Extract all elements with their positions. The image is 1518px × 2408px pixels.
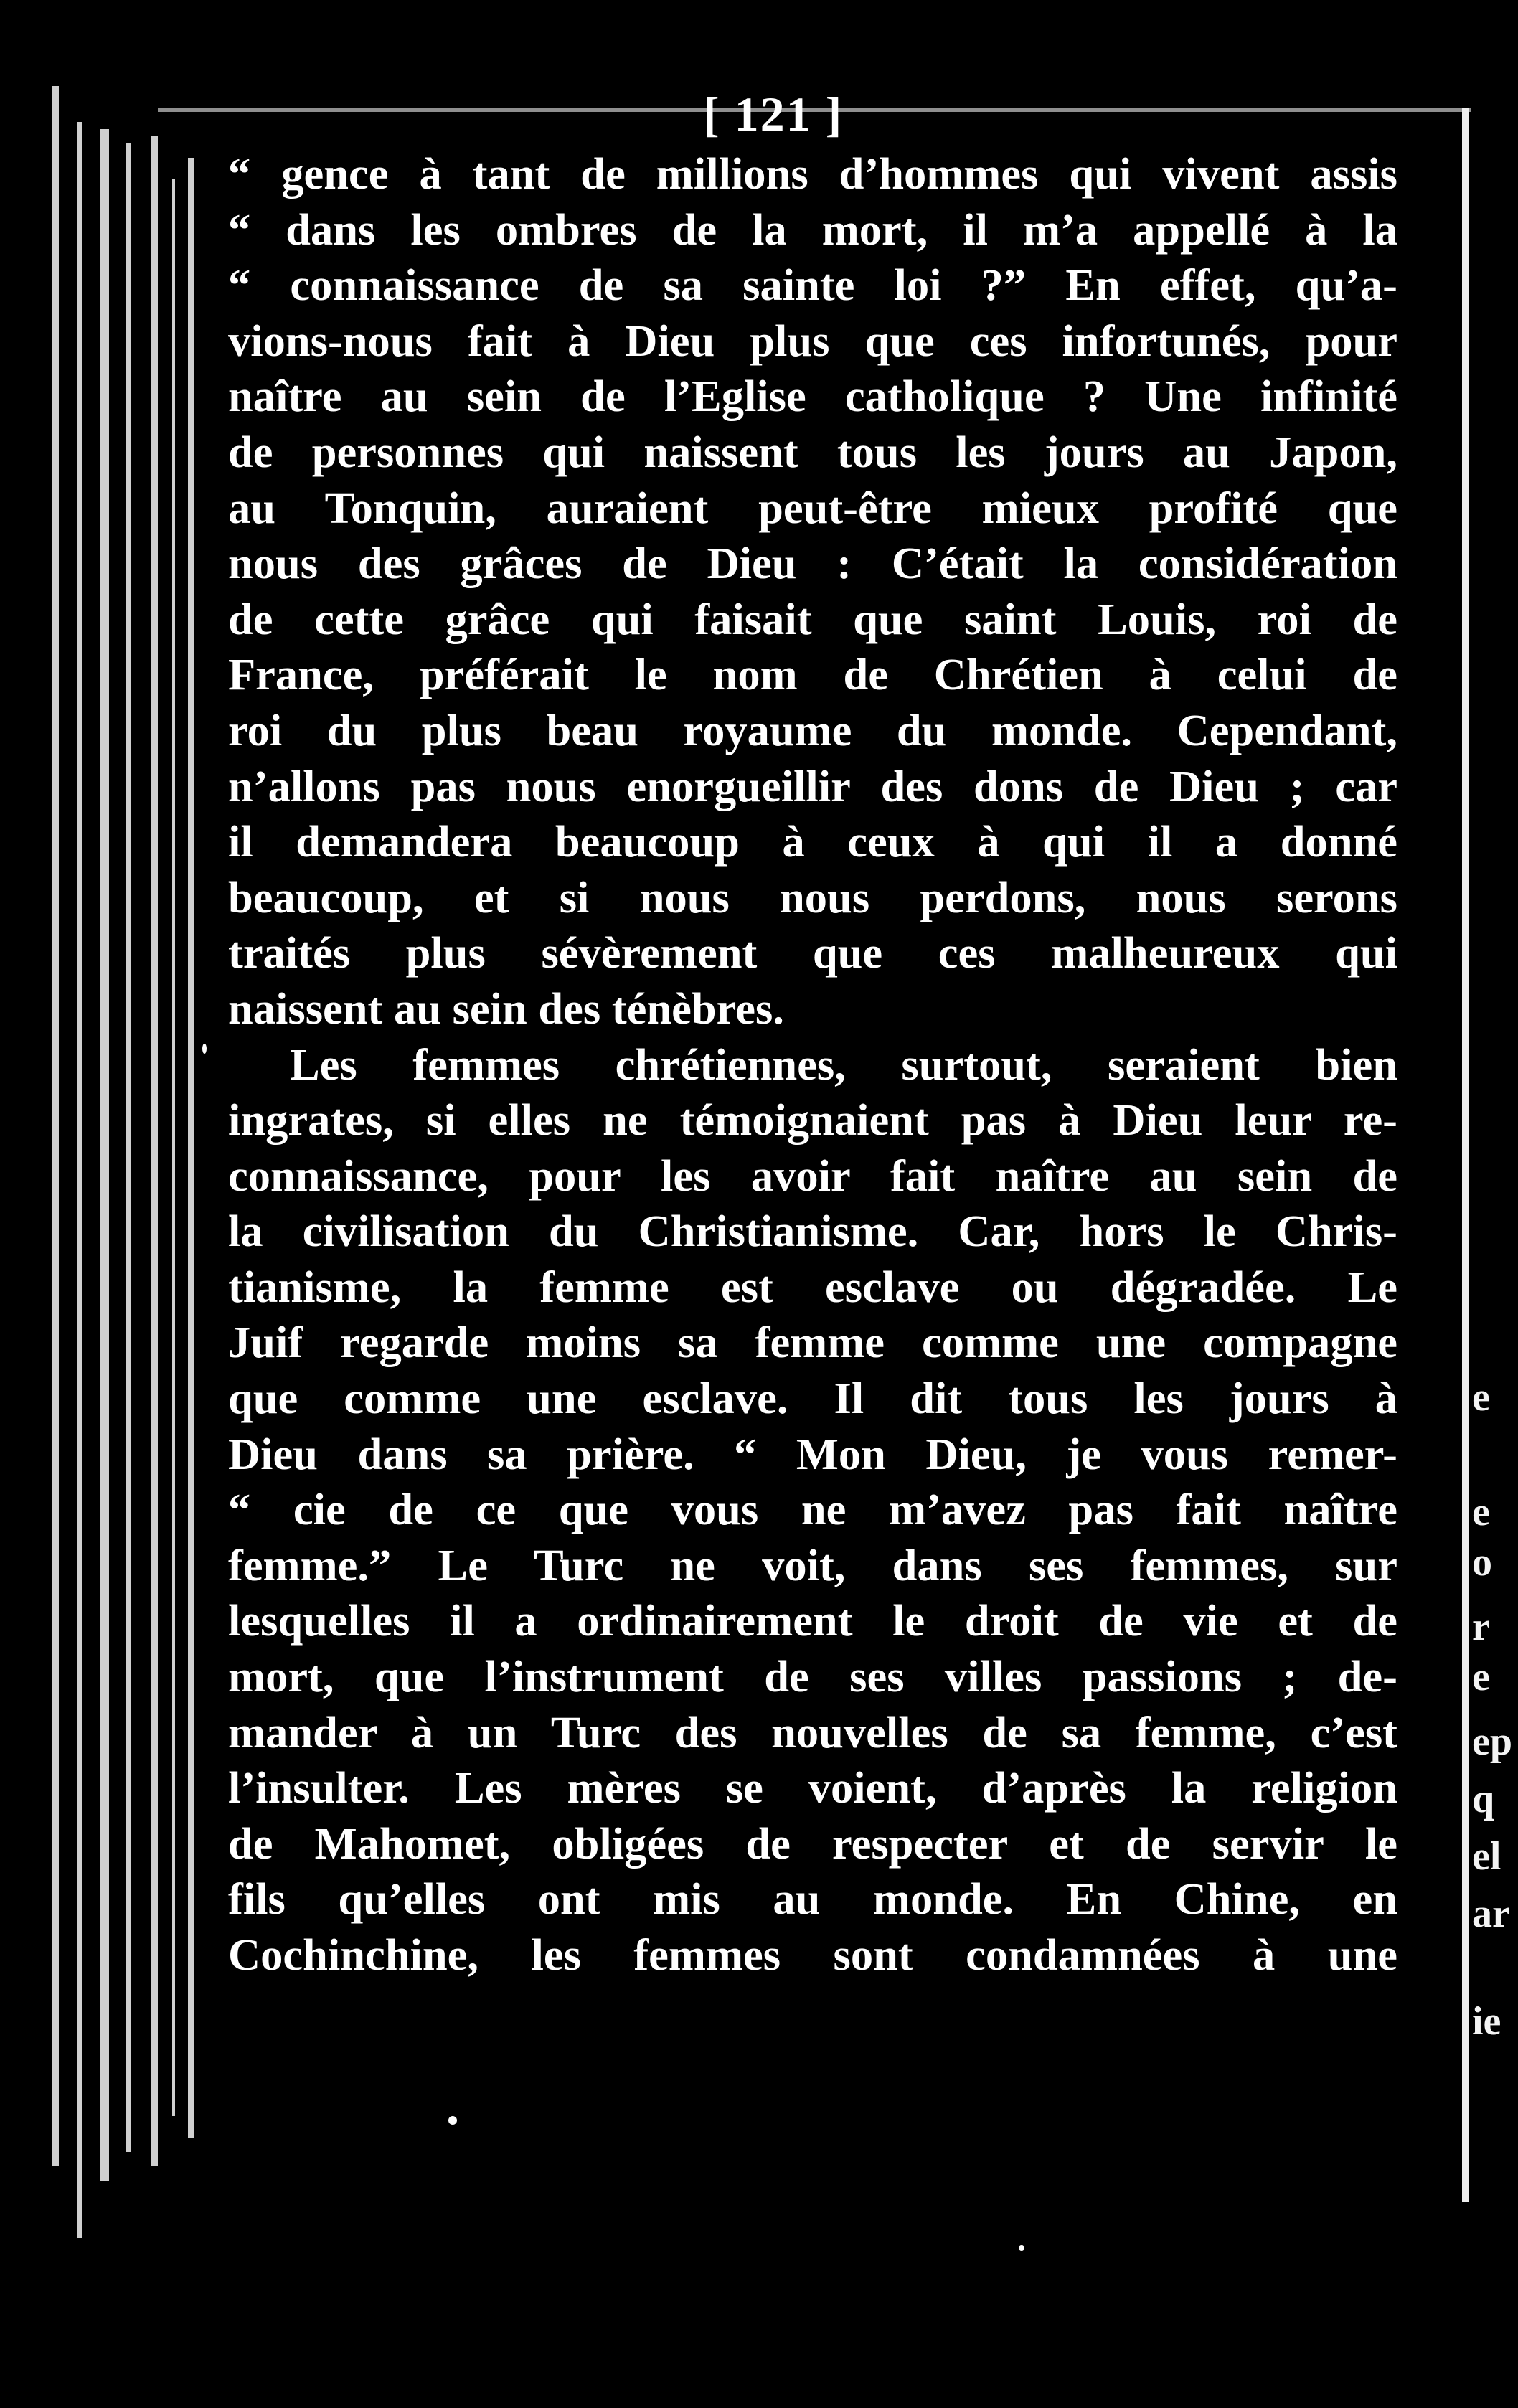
text-line: “ connaissance de sa sainte loi ?” En effet, qu’a- [228,260,1397,311]
binding-line [126,143,131,2152]
binding-line [77,122,82,2238]
facing-page-fragment: e [1472,1490,1490,1534]
text-line: de Mahomet, obligées de respecter et de servir le [228,1818,1397,1869]
page-number: [ 121 ] [703,87,844,141]
scan-speck [202,1044,207,1054]
text-line: au Tonquin, auraient peut-être mieux profité que [228,482,1397,533]
text-line: vions-nous fait à Dieu plus que ces infortunés, pour [228,315,1397,366]
text-line: de personnes qui naissent tous les jours au Japon, [228,426,1397,477]
text-line: beaucoup, et si nous nous perdons, nous serons [228,872,1397,922]
text-line: Les femmes chrétiennes, surtout, seraient bien [290,1039,1397,1090]
scan-speck [448,2116,457,2125]
scan-speck [1019,2245,1024,2251]
text-line: “ cie de ce que vous ne m’avez pas fait naître [228,1484,1397,1535]
text-line: femme.” Le Turc ne voit, dans ses femmes, sur [228,1539,1397,1590]
text-line: mort, que l’instrument de ses villes passions ; de- [228,1651,1397,1702]
binding-line [151,136,158,2166]
text-line: traités plus sévèrement que ces malheureux qui [228,927,1397,978]
body-text [228,146,1397,1983]
text-line: connaissance, pour les avoir fait naître au sein de [228,1150,1397,1201]
facing-page-fragment: e [1472,1375,1490,1420]
facing-page-fragment: ie [1472,1999,1502,2044]
text-line: France, préférait le nom de Chrétien à celui de [228,649,1397,700]
facing-page-fragment: r [1472,1605,1490,1649]
facing-page-fragment: e [1472,1655,1490,1699]
binding-line [100,129,109,2181]
text-line: ingrates, si elles ne témoignaient pas à Dieu leur re- [228,1095,1397,1146]
text-line: lesquelles il a ordinairement le droit de vie et de [228,1595,1397,1646]
text-line: Juif regarde moins sa femme comme une compagne [228,1317,1397,1368]
text-line: mander à un Turc des nouvelles de sa femme, c’est [228,1706,1397,1757]
text-line: tianisme, la femme est esclave ou dégradée. Le [228,1261,1397,1312]
text-line: il demandera beaucoup à ceux à qui il a donné [228,816,1397,867]
text-line: la civilisation du Christianisme. Car, hors le Chris- [228,1206,1397,1257]
text-line: Dieu dans sa prière. “ Mon Dieu, je vous remer- [228,1428,1397,1479]
facing-page-fragment: q [1472,1777,1495,1821]
text-line: l’insulter. Les mères se voient, d’après la religion [228,1762,1397,1813]
binding-line [52,86,59,2166]
facing-page-fragment: o [1472,1540,1492,1585]
facing-page-fragment: ar [1472,1892,1510,1936]
text-line: naissent au sein des ténèbres. [228,983,784,1034]
text-line: n’allons pas nous enorgueillir des dons de Dieu ; car [228,760,1397,811]
text-line: roi du plus beau royaume du monde. Cependant, [228,704,1397,755]
page-right-edge [1462,108,1469,2202]
text-line: “ dans les ombres de la mort, il m’a appellé à la [228,204,1397,255]
binding-line [188,158,194,2138]
text-line: naître au sein de l’Eglise catholique ? Une infinité [228,371,1397,422]
text-line: que comme une esclave. Il dit tous les jours à [228,1373,1397,1424]
binding-line [172,179,175,2116]
text-line: “ gence à tant de millions d’hommes qui vivent assis [228,148,1397,199]
text-line: Cochinchine, les femmes sont condamnées à une [228,1930,1397,1980]
facing-page-fragment: ep [1472,1719,1512,1764]
text-line: fils qu’elles ont mis au monde. En Chine, en [228,1874,1397,1925]
facing-page-fragment: el [1472,1834,1502,1879]
text-line: de cette grâce qui faisait que saint Louis, roi de [228,593,1397,644]
text-line: nous des grâces de Dieu : C’était la considération [228,538,1397,589]
